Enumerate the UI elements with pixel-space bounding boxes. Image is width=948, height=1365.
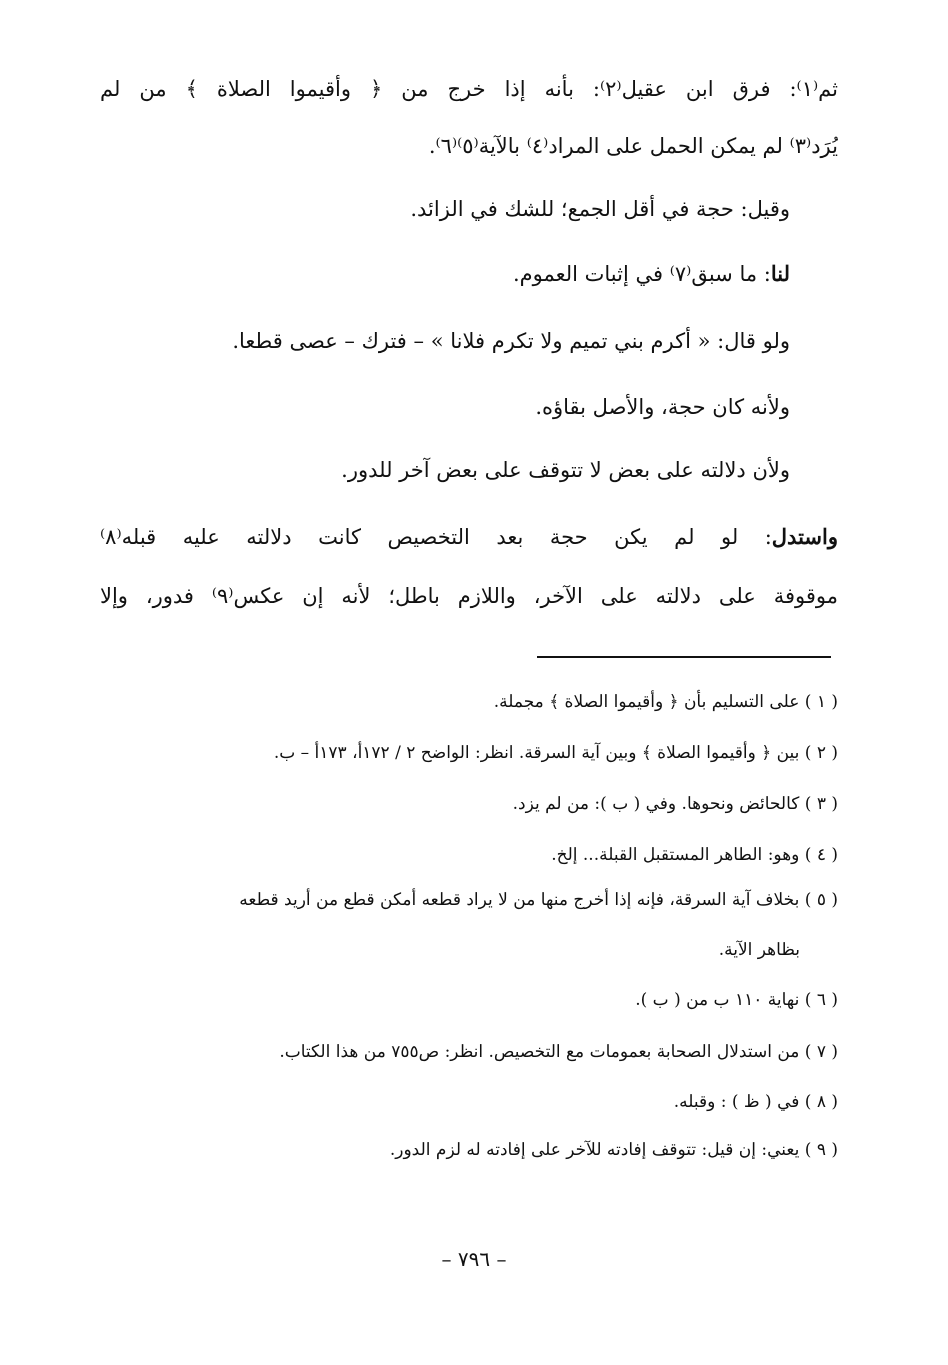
footnote-4: ( ٤ ) وهو: الطاهر المستقبل القبلة... إلخ.	[551, 845, 838, 865]
body-line-1: ثم⁽١⁾: فرق ابن عقيل⁽٢⁾: بأنه إذا خرج من ﴿ وأقيموا الصلاة ﴾ من لم	[100, 77, 838, 101]
body-line-8-text: : لو لم يكن حجة بعد التخصيص كانت دلالته عليه قبله⁽٨⁾	[100, 525, 772, 549]
body-line-6: ولأنه كان حجة، والأصل بقاؤه.	[535, 395, 790, 419]
istudil-label: واستدل	[771, 524, 838, 549]
footnote-8: ( ٨ ) في ( ظ ) : وقبله.	[673, 1092, 838, 1112]
body-line-5: ولو قال: « أكرم بني تميم ولا تكرم فلانا » – فترك – عصى قطعا.	[232, 329, 790, 353]
body-line-7: ولأن دلالته على بعض لا تتوقف على بعض آخر للدور.	[341, 458, 790, 482]
footnote-7: ( ٧ ) من استدلال الصحابة بعمومات مع التخصيص. انظر: ص٧٥٥ من هذا الكتاب.	[279, 1042, 838, 1062]
footnote-1: ( ١ ) على التسليم بأن ﴿ وأقيموا الصلاة ﴾ مجملة.	[493, 692, 838, 712]
footnote-3: ( ٣ ) كالحائض ونحوها. وفي ( ب ): من لم يزد.	[512, 794, 838, 814]
body-line-2: يُرَد⁽٣⁾ لم يمكن الحمل على المراد⁽٤⁾ بالآية⁽٥⁾⁽٦⁾.	[428, 134, 838, 158]
footnote-6: ( ٦ ) نهاية ١١٠ ب من ( ب ).	[635, 990, 838, 1010]
body-line-4-text: : ما سبق⁽٧⁾ في إثبات العموم.	[512, 262, 771, 286]
footnote-5: ( ٥ ) بخلاف آية السرقة، فإنه إذا أخرج منها من لا يراد قطعه أمكن قطع من أريد قطعه	[239, 890, 838, 910]
page-number: – ٧٩٦ –	[441, 1247, 507, 1271]
body-line-8	[100, 520, 838, 554]
body-line-9: موقوفة على دلالته على الآخر، واللازم باطل؛ لأنه إن عكس⁽٩⁾ فدور، وإلا	[100, 584, 838, 608]
body-line-3: وقيل: حجة في أقل الجمع؛ للشك في الزائد.	[410, 197, 790, 221]
footnote-9: ( ٩ ) يعني: إن قيل: تتوقف إفادته للآخر على إفادته له لزم الدور.	[389, 1140, 838, 1160]
footnote-2: ( ٢ ) بين ﴿ وأقيموا الصلاة ﴾ وبين آية السرقة. انظر: الواضح ٢ / ١٧٢أ، ١٧٣أ – ب.	[273, 743, 838, 763]
footnote-5-continuation: بظاهر الآية.	[718, 940, 800, 960]
footnote-separator	[537, 656, 831, 658]
lana-label: لنا	[770, 261, 790, 286]
body-line-4	[100, 257, 790, 291]
